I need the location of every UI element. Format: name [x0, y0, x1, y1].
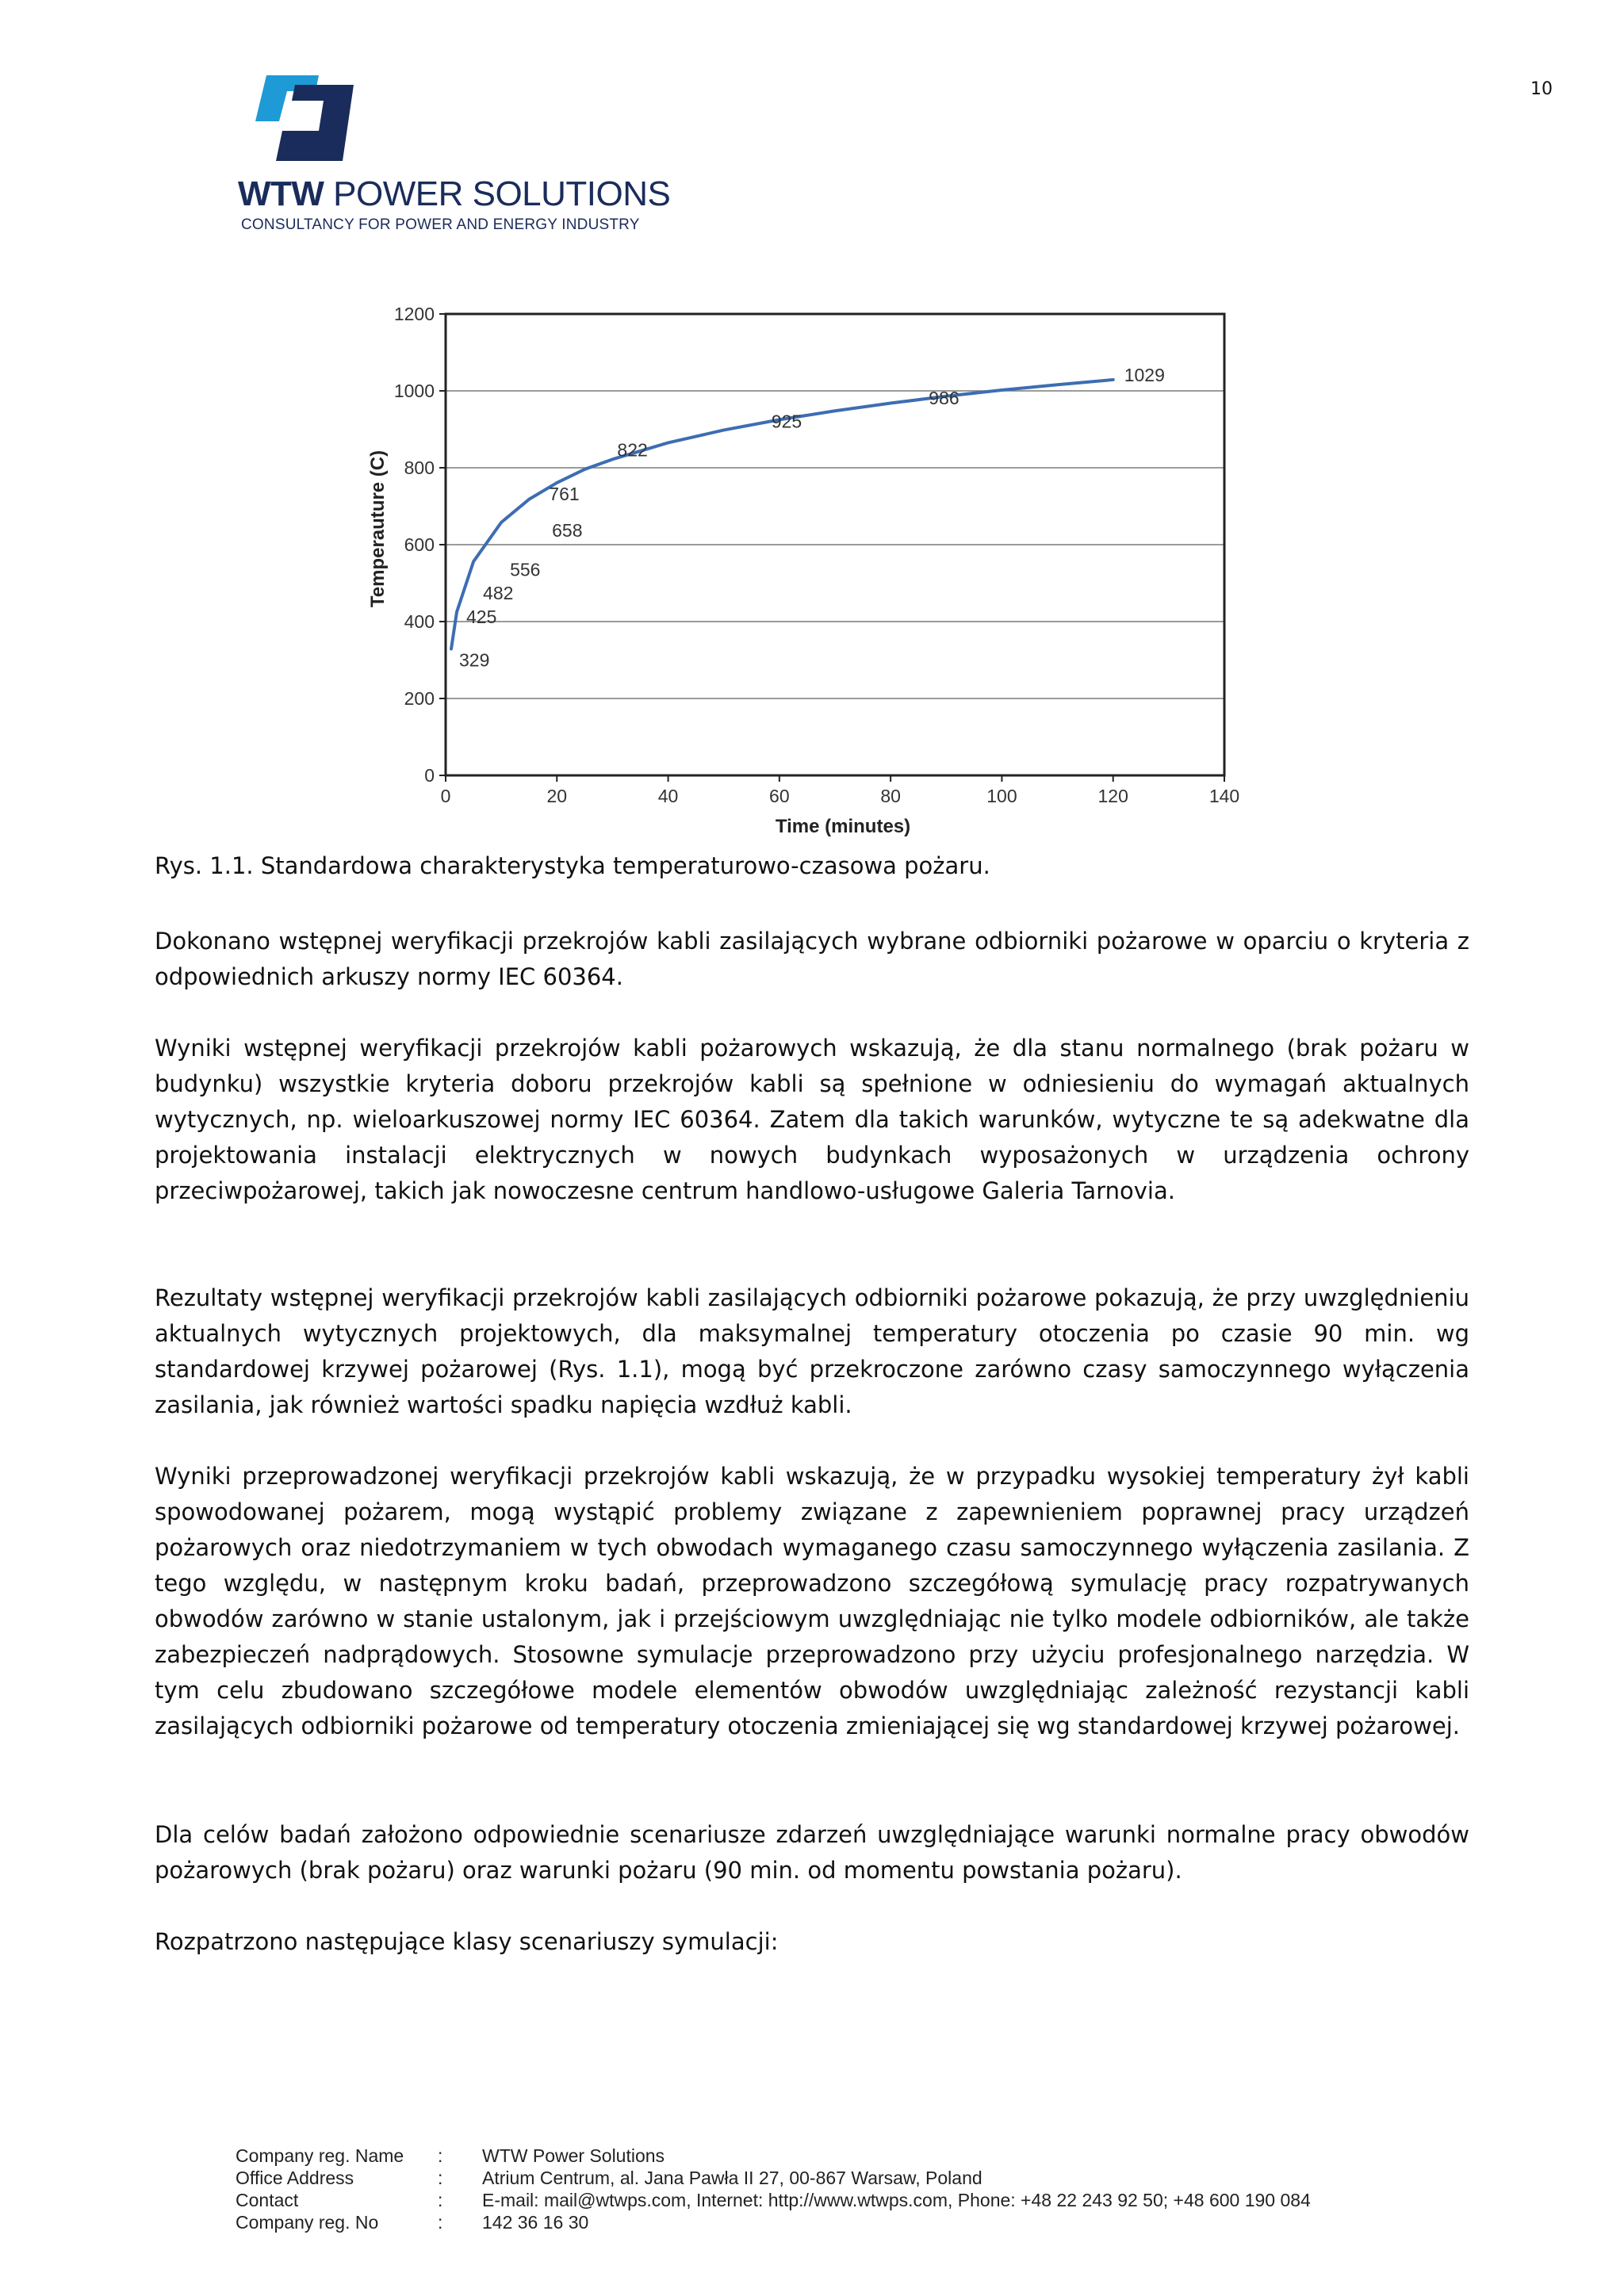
paragraph-4: Wyniki przeprowadzonej weryfikacji przekrojów kabli wskazują, że w przypadku wysokiej temperatury żył kabli spowodowanej pożarem, mogą wystąpić problemy związane z zapewnieniem poprawnej pracy urządzeń pożarowych oraz niedotrzymaniem w tych obwodach wymaganego czasu samoczynnego wyłączenia zasilania. Z tego względu, w następnym kroku badań, przeprowadzono szczegółową symulację pracy rozpatrywanych obwodów zarówno w stanie ustalonym, jak i przejściowym uwzględniając nie tylko modele odbiorników, ale także zabezpieczeń nadprądowych. Stosowne symulacje przeprowadzono przy użyciu profesjonalnego narzędzia. W tym celu zbudowano szczegółowe modele elementów obwodów uwzględniając zależność rezystancji kabli zasilających odbiorniki pożarowe od temperatury otoczenia zmieniającej się wg standardowej krzywej pożarowej. — [155, 1463, 1469, 1739]
x-tick-label: 80 — [880, 786, 901, 806]
data-label: 925 — [771, 411, 802, 432]
paragraph-3: Rezultaty wstępnej weryfikacji przekrojów kabli zasilających odbiorniki pożarowe pokazują, że przy uwzględnieniu aktualnych wytycznych projektowych, dla maksymalnej temperatury otoczenia po czasie 90 min. wg standardowej krzywej pożarowej (Rys. 1.1), mogą być przekroczone zarówno czasy samoczynnego wyłączenia zasilania, jak również wartości spadku napięcia wzdłuż kabli. — [155, 1284, 1469, 1418]
x-tick-label: 60 — [769, 786, 790, 806]
footer-row — [236, 2211, 1311, 2233]
footer-label: Company reg. No — [236, 2212, 379, 2233]
y-tick-label: 600 — [404, 534, 435, 555]
x-axis-title: Time (minutes) — [775, 816, 911, 837]
y-tick-label: 1200 — [393, 304, 435, 324]
footer-separator: : — [438, 2190, 443, 2210]
logo-mark-icon — [255, 75, 366, 166]
footer-row — [236, 2145, 1311, 2167]
logo-title-bold: WTW — [238, 174, 324, 213]
logo-title — [238, 174, 670, 214]
paragraph-1: Dokonano wstępnej weryfikacji przekrojów kabli zasilających wybrane odbiorniki pożarowe w oparciu o kryteria z odpowiednich arkuszy normy IEC 60364. — [155, 928, 1469, 990]
y-tick-label: 1000 — [393, 381, 435, 401]
data-label: 329 — [459, 649, 490, 671]
footer-separator: : — [438, 2145, 443, 2166]
logo-subtitle: CONSULTANCY FOR POWER AND ENERGY INDUSTRY — [241, 216, 640, 233]
footer-row — [236, 2189, 1311, 2211]
paragraph-6: Rozpatrzono następujące klasy scenariuszy symulacji: — [155, 1928, 779, 1955]
x-tick-label: 140 — [1208, 786, 1240, 806]
data-label: 761 — [549, 483, 580, 504]
y-tick-label: 800 — [404, 457, 435, 478]
fire-curve-chart — [349, 293, 1269, 848]
footer-label: Office Address — [236, 2168, 354, 2188]
footer-value: WTW Power Solutions — [482, 2145, 665, 2166]
paragraph-5: Dla celów badań założono odpowiednie scenariusze zdarzeń uwzględniające warunki normalne pracy obwodów pożarowych (brak pożaru) oraz warunki pożaru (90 min. od momentu powstania pożaru). — [155, 1821, 1469, 1884]
logo-dark-shape — [276, 85, 354, 161]
logo-title-rest: POWER SOLUTIONS — [324, 174, 671, 213]
x-tick-label: 20 — [546, 786, 568, 806]
footer-value: 142 36 16 30 — [482, 2212, 589, 2233]
footer-label: Contact — [236, 2190, 299, 2210]
y-axis-title: Temperauture (C) — [367, 450, 389, 608]
x-tick-label: 100 — [986, 786, 1017, 806]
paragraph-2: Wyniki wstępnej weryfikacji przekrojów kabli pożarowych wskazują, że dla stanu normalnego (brak pożaru w budynku) wszystkie kryteria doboru przekrojów kabli są spełnione w odniesieniu do wymagań aktualnych wytycznych, np. wieloarkuszowej normy IEC 60364. Zatem dla takich warunków, wytyczne te są adekwatne dla projektowania instalacji elektrycznych w nowych budynkach wyposażonych w urządzenia ochrony przeciwpożarowej, takich jak nowoczesne centrum handlowo-usługowe Galeria Tarnovia. — [155, 1035, 1469, 1204]
figure-caption: Rys. 1.1. Standardowa charakterystyka temperaturowo-czasowa pożaru. — [155, 852, 990, 879]
data-label: 1029 — [1124, 364, 1165, 385]
footer — [236, 2145, 1311, 2233]
x-tick-label: 0 — [440, 786, 451, 806]
company-logo — [238, 75, 682, 234]
page-number: 10 — [1530, 79, 1553, 99]
data-label: 482 — [483, 583, 514, 604]
y-tick-label: 0 — [424, 765, 435, 786]
footer-row — [236, 2167, 1311, 2189]
x-tick-label: 120 — [1097, 786, 1128, 806]
y-tick-label: 400 — [404, 611, 435, 632]
data-label: 658 — [552, 519, 583, 541]
x-tick-label: 40 — [657, 786, 679, 806]
data-label: 822 — [617, 439, 648, 461]
y-tick-label: 200 — [404, 688, 435, 709]
footer-value: Atrium Centrum, al. Jana Pawła II 27, 00-867 Warsaw, Poland — [482, 2168, 982, 2188]
footer-separator: : — [438, 2168, 443, 2188]
footer-value: E-mail: mail@wtwps.com, Internet: http://www.wtwps.com, Phone: +48 22 243 92 50; +48 600 190 084 — [482, 2190, 1311, 2210]
footer-label: Company reg. Name — [236, 2145, 404, 2166]
footer-separator: : — [438, 2212, 443, 2233]
data-label: 556 — [510, 559, 541, 580]
data-label: 986 — [929, 387, 959, 408]
data-label: 425 — [466, 606, 497, 627]
